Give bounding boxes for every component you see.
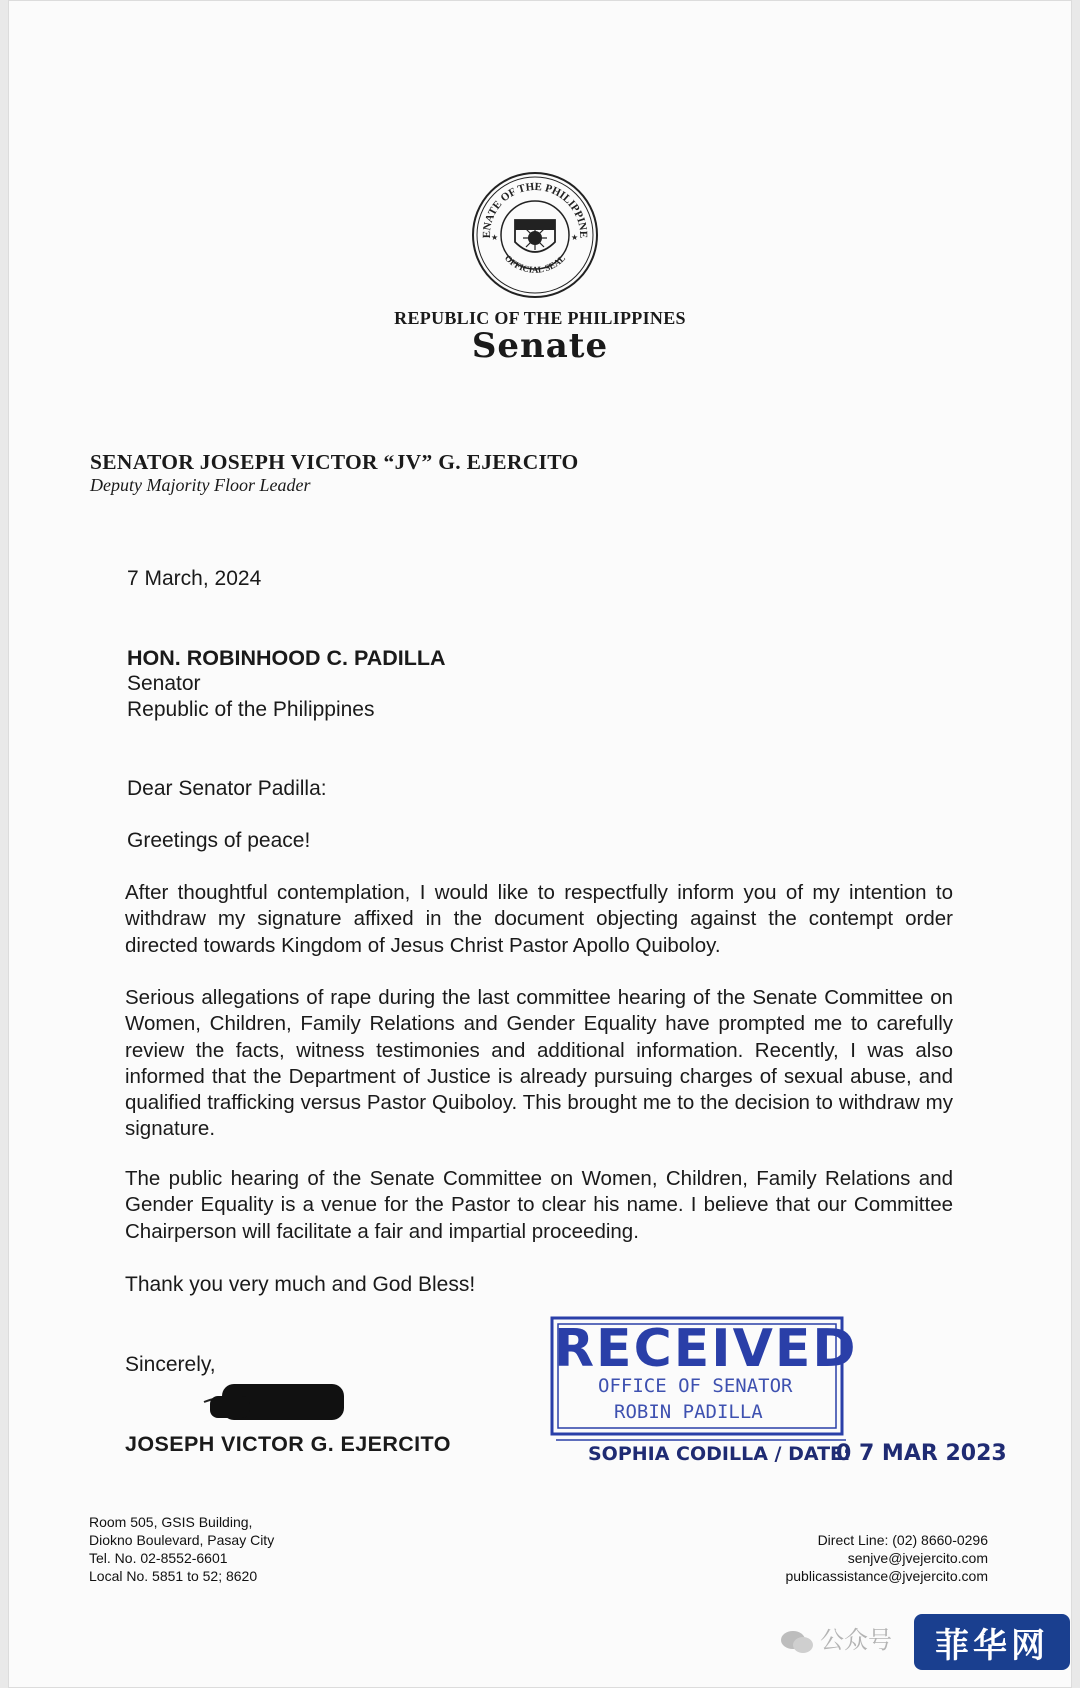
letterhead-senate: Senate: [471, 326, 609, 366]
senate-seal-icon: [470, 170, 600, 300]
site-watermark: 菲华网: [914, 1614, 1070, 1670]
stamp-date: 0 7 MAR 2023: [836, 1441, 1007, 1466]
paragraph-2: Serious allegations of rape during the last committee hearing of the Senate Committee on Women, Children, Family Relations and Gender Equality have prompted me to carefully review the facts, witness testimonies and additional information. Recently, I was also informed that the Department of Justice is already pursuing charges of sexual abuse, and qualified trafficking versus Pastor Quiboloy. This brought me to the decision to withdraw my signature.: [125, 986, 953, 1141]
recipient-name: HON. ROBINHOOD C. PADILLA: [127, 646, 446, 670]
stamp-receiver: SOPHIA CODILLA / DATE:: [588, 1443, 851, 1465]
footer-tel: Tel. No. 02-8552-6601: [89, 1550, 228, 1566]
sender-title: Deputy Majority Floor Leader: [90, 475, 311, 495]
svg-text:★: ★: [571, 233, 579, 242]
stamp-office-line: OFFICE OF SENATOR: [598, 1375, 793, 1397]
closing-thanks: Thank you very much and God Bless!: [125, 1273, 476, 1296]
wechat-account-label: [780, 1620, 892, 1655]
recipient-position: Senator: [127, 672, 201, 695]
footer-local: Local No. 5851 to 52; 8620: [89, 1568, 258, 1584]
seal-text-bottom: OFFICIAL SEAL: [502, 253, 568, 275]
sincerely: Sincerely,: [125, 1353, 216, 1376]
letter-date: 7 March, 2024: [127, 567, 262, 590]
greeting: Greetings of peace!: [127, 829, 311, 852]
wechat-icon: [780, 1629, 814, 1655]
footer-direct-line: Direct Line: (02) 8660-0296: [817, 1532, 988, 1548]
recipient-org: Republic of the Philippines: [127, 698, 375, 721]
paragraph-1: After thoughtful contemplation, I would like to respectfully inform you of my intention to withdraw my signature affixed in the document objecting against the contempt order directed towards Kingdom of Jesus Christ Pastor Apollo Quiboloy.: [125, 881, 953, 957]
paragraph-3: The public hearing of the Senate Committee on Women, Children, Family Relations and Gender Equality is a venue for the Pastor to clear his name. I believe that our Committee Chairperson will facilitate a fair and impartial proceeding.: [125, 1167, 953, 1243]
footer-contact: [785, 1531, 988, 1585]
stamp-name-line: ROBIN PADILLA: [614, 1401, 763, 1423]
redacted-signature-icon: [200, 1378, 350, 1424]
seal-text-top: ENATE OF THE PHILIPPINE: [480, 180, 590, 239]
wechat-label-text: 公众号: [820, 1627, 892, 1654]
received-stamp: [546, 1310, 1007, 1466]
footer-address: [89, 1513, 274, 1585]
signer-name: JOSEPH VICTOR G. EJERCITO: [125, 1432, 451, 1456]
salutation: Dear Senator Padilla:: [127, 777, 327, 800]
letterhead-republic: REPUBLIC OF THE PHILIPPINES: [394, 308, 686, 328]
footer-email: publicassistance@jvejercito.com: [785, 1568, 988, 1584]
footer-address-line: Diokno Boulevard, Pasay City: [89, 1532, 275, 1548]
footer-address-line: Room 505, GSIS Building,: [89, 1514, 253, 1530]
svg-text:OFFICIAL SEAL: [503, 253, 567, 275]
stamp-received-text: RECEIVED: [554, 1319, 858, 1379]
footer-email: senjve@jvejercito.com: [847, 1550, 988, 1566]
sender-name: SENATOR JOSEPH VICTOR “JV” G. EJERCITO: [90, 450, 579, 474]
svg-text:★: ★: [491, 233, 499, 242]
